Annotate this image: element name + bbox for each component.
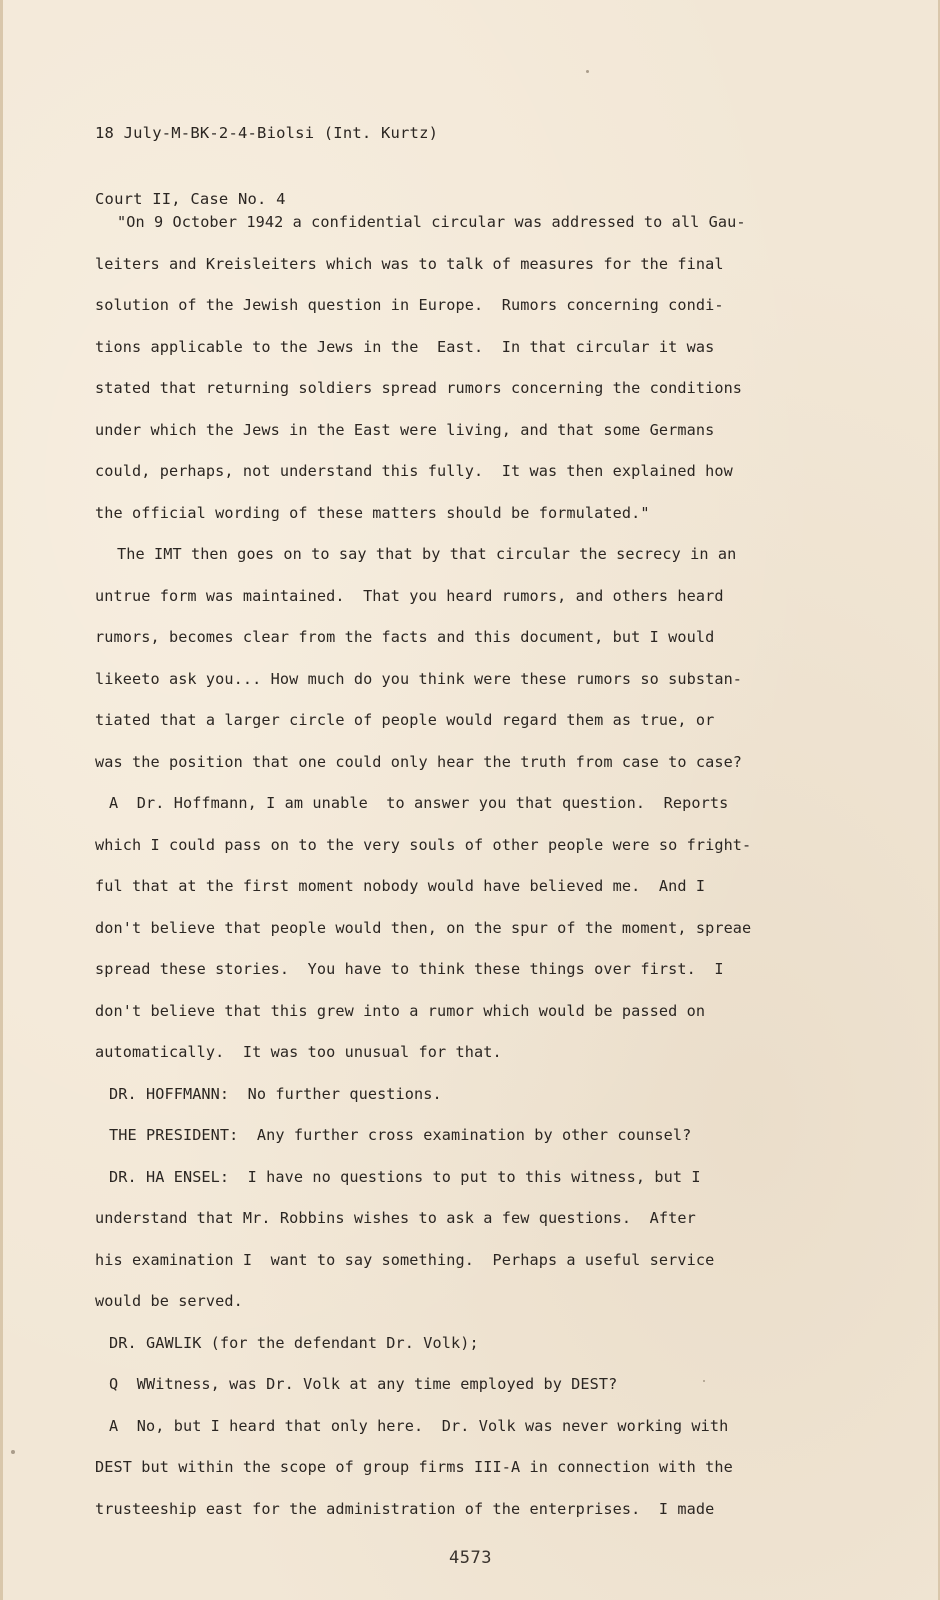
transcript-line: THE PRESIDENT: Any further cross examination by other counsel? [109,1126,692,1144]
header-court-case-line: Court II, Case No. 4 [95,190,286,208]
transcript-line: trusteeship east for the administration of the enterprises. I made [95,1499,715,1518]
page-number: 4573 [449,1548,492,1568]
transcript-line: understand that Mr. Robbins wishes to ask a few questions. After [95,1209,696,1227]
transcript-line: his examination I want to say something. Perhaps a useful service [95,1250,715,1269]
paper-speck [586,70,589,73]
transcript-line: The IMT then goes on to say that by that circular the secrecy in an [117,545,737,563]
transcript-line: don't believe that this grew into a rumor which would be passed on [95,1001,706,1020]
transcript-line: Q WWitness, was Dr. Volk at any time employed by DEST? [109,1375,618,1393]
transcript-body [95,202,831,1530]
transcript-line: "On 9 October 1942 a confidential circular was addressed to all Gau- [117,213,746,231]
header-reference-line: 18 July-M-BK-2-4-Biolsi (Int. Kurtz) [95,124,439,142]
transcript-line: automatically. It was too unusual for that. [95,1043,502,1061]
transcript-line: which I could pass on to the very souls of other people were so fright- [95,835,752,854]
transcript-line: was the position that one could only hear the truth from case to case? [95,752,743,771]
transcript-line: tions applicable to the Jews in the East. In that circular it was [95,337,715,356]
transcript-line: solution of the Jewish question in Europe. Rumors concerning condi- [95,296,724,314]
transcript-line: A Dr. Hoffmann, I am unable to answer you that question. Reports [109,794,729,812]
transcript-line: spread these stories. You have to think these things over first. I [95,960,724,978]
transcript-line: would be served. [95,1292,243,1310]
transcript-line: rumors, becomes clear from the facts and this document, but I would [95,628,715,646]
transcript-line: leiters and Kreisleiters which was to talk of measures for the final [95,254,724,273]
transcript-line: untrue form was maintained. That you heard rumors, and others heard [95,586,724,605]
transcript-line: DEST but within the scope of group firms III-A in connection with the [95,1458,733,1476]
transcript-line: DR. HOFFMANN: No further questions. [109,1084,442,1103]
transcript-line: likeeto ask you... How much do you think were these rumors so substan- [95,669,743,688]
transcript-line: could, perhaps, not understand this fully. It was then explained how [95,462,733,480]
transcript-line: A No, but I heard that only here. Dr. Volk was never working with [109,1416,729,1435]
transcript-line: DR. GAWLIK (for the defendant Dr. Volk); [109,1333,479,1352]
transcript-line: stated that returning soldiers spread rumors concerning the conditions [95,379,743,397]
transcript-line: don't believe that people would then, on the spur of the moment, spreae [95,918,752,937]
paper-speck [11,1450,15,1454]
transcript-line: tiated that a larger circle of people would regard them as true, or [95,711,715,729]
transcript-line: under which the Jews in the East were living, and that some Germans [95,420,715,439]
transcript-line: ful that at the first moment nobody would have believed me. And I [95,877,706,895]
paper-speck [703,1380,705,1382]
transcript-line: DR. HA ENSEL: I have no questions to put to this witness, but I [109,1167,701,1186]
transcript-line: the official wording of these matters should be formulated." [95,503,650,522]
